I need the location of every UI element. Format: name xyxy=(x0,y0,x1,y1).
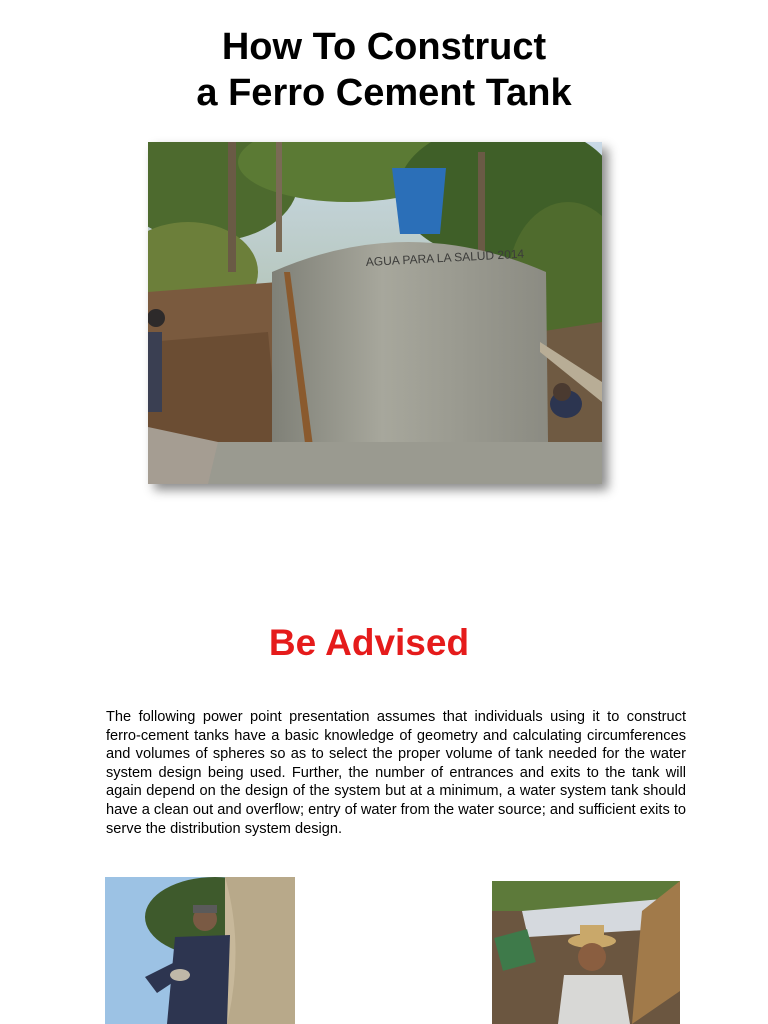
advisory-body: The following power point presentation assumes that individuals using it to construct ferro-cement tanks have a basic knowledge of geometry and calculating circumferences and volumes of spheres so as to select the proper volume of tank needed for the water system design being used. Further, the number of entrances and exits to the tank will again depend on the design of the system but at a minimum, a water system tank should have a clean out and overflow; entry of water from the water source; and sufficient exits to serve the distribution system design. xyxy=(106,709,686,837)
svg-text:AGUA PARA LA SALUD 2014: AGUA PARA LA SALUD 2014 xyxy=(365,246,525,269)
title-line-1: How To Construct xyxy=(221,26,547,68)
main-tank-photo xyxy=(148,142,602,484)
worker-plastering-photo xyxy=(105,877,295,1024)
title-line-2: a Ferro Cement Tank xyxy=(196,72,572,114)
advisory-heading: Be Advised xyxy=(268,622,470,663)
man-in-hat-photo xyxy=(492,881,680,1024)
man-photo-illustration xyxy=(492,881,680,1024)
page-title xyxy=(0,24,768,116)
tank-photo-illustration xyxy=(148,142,602,484)
worker-photo-illustration xyxy=(105,877,295,1024)
